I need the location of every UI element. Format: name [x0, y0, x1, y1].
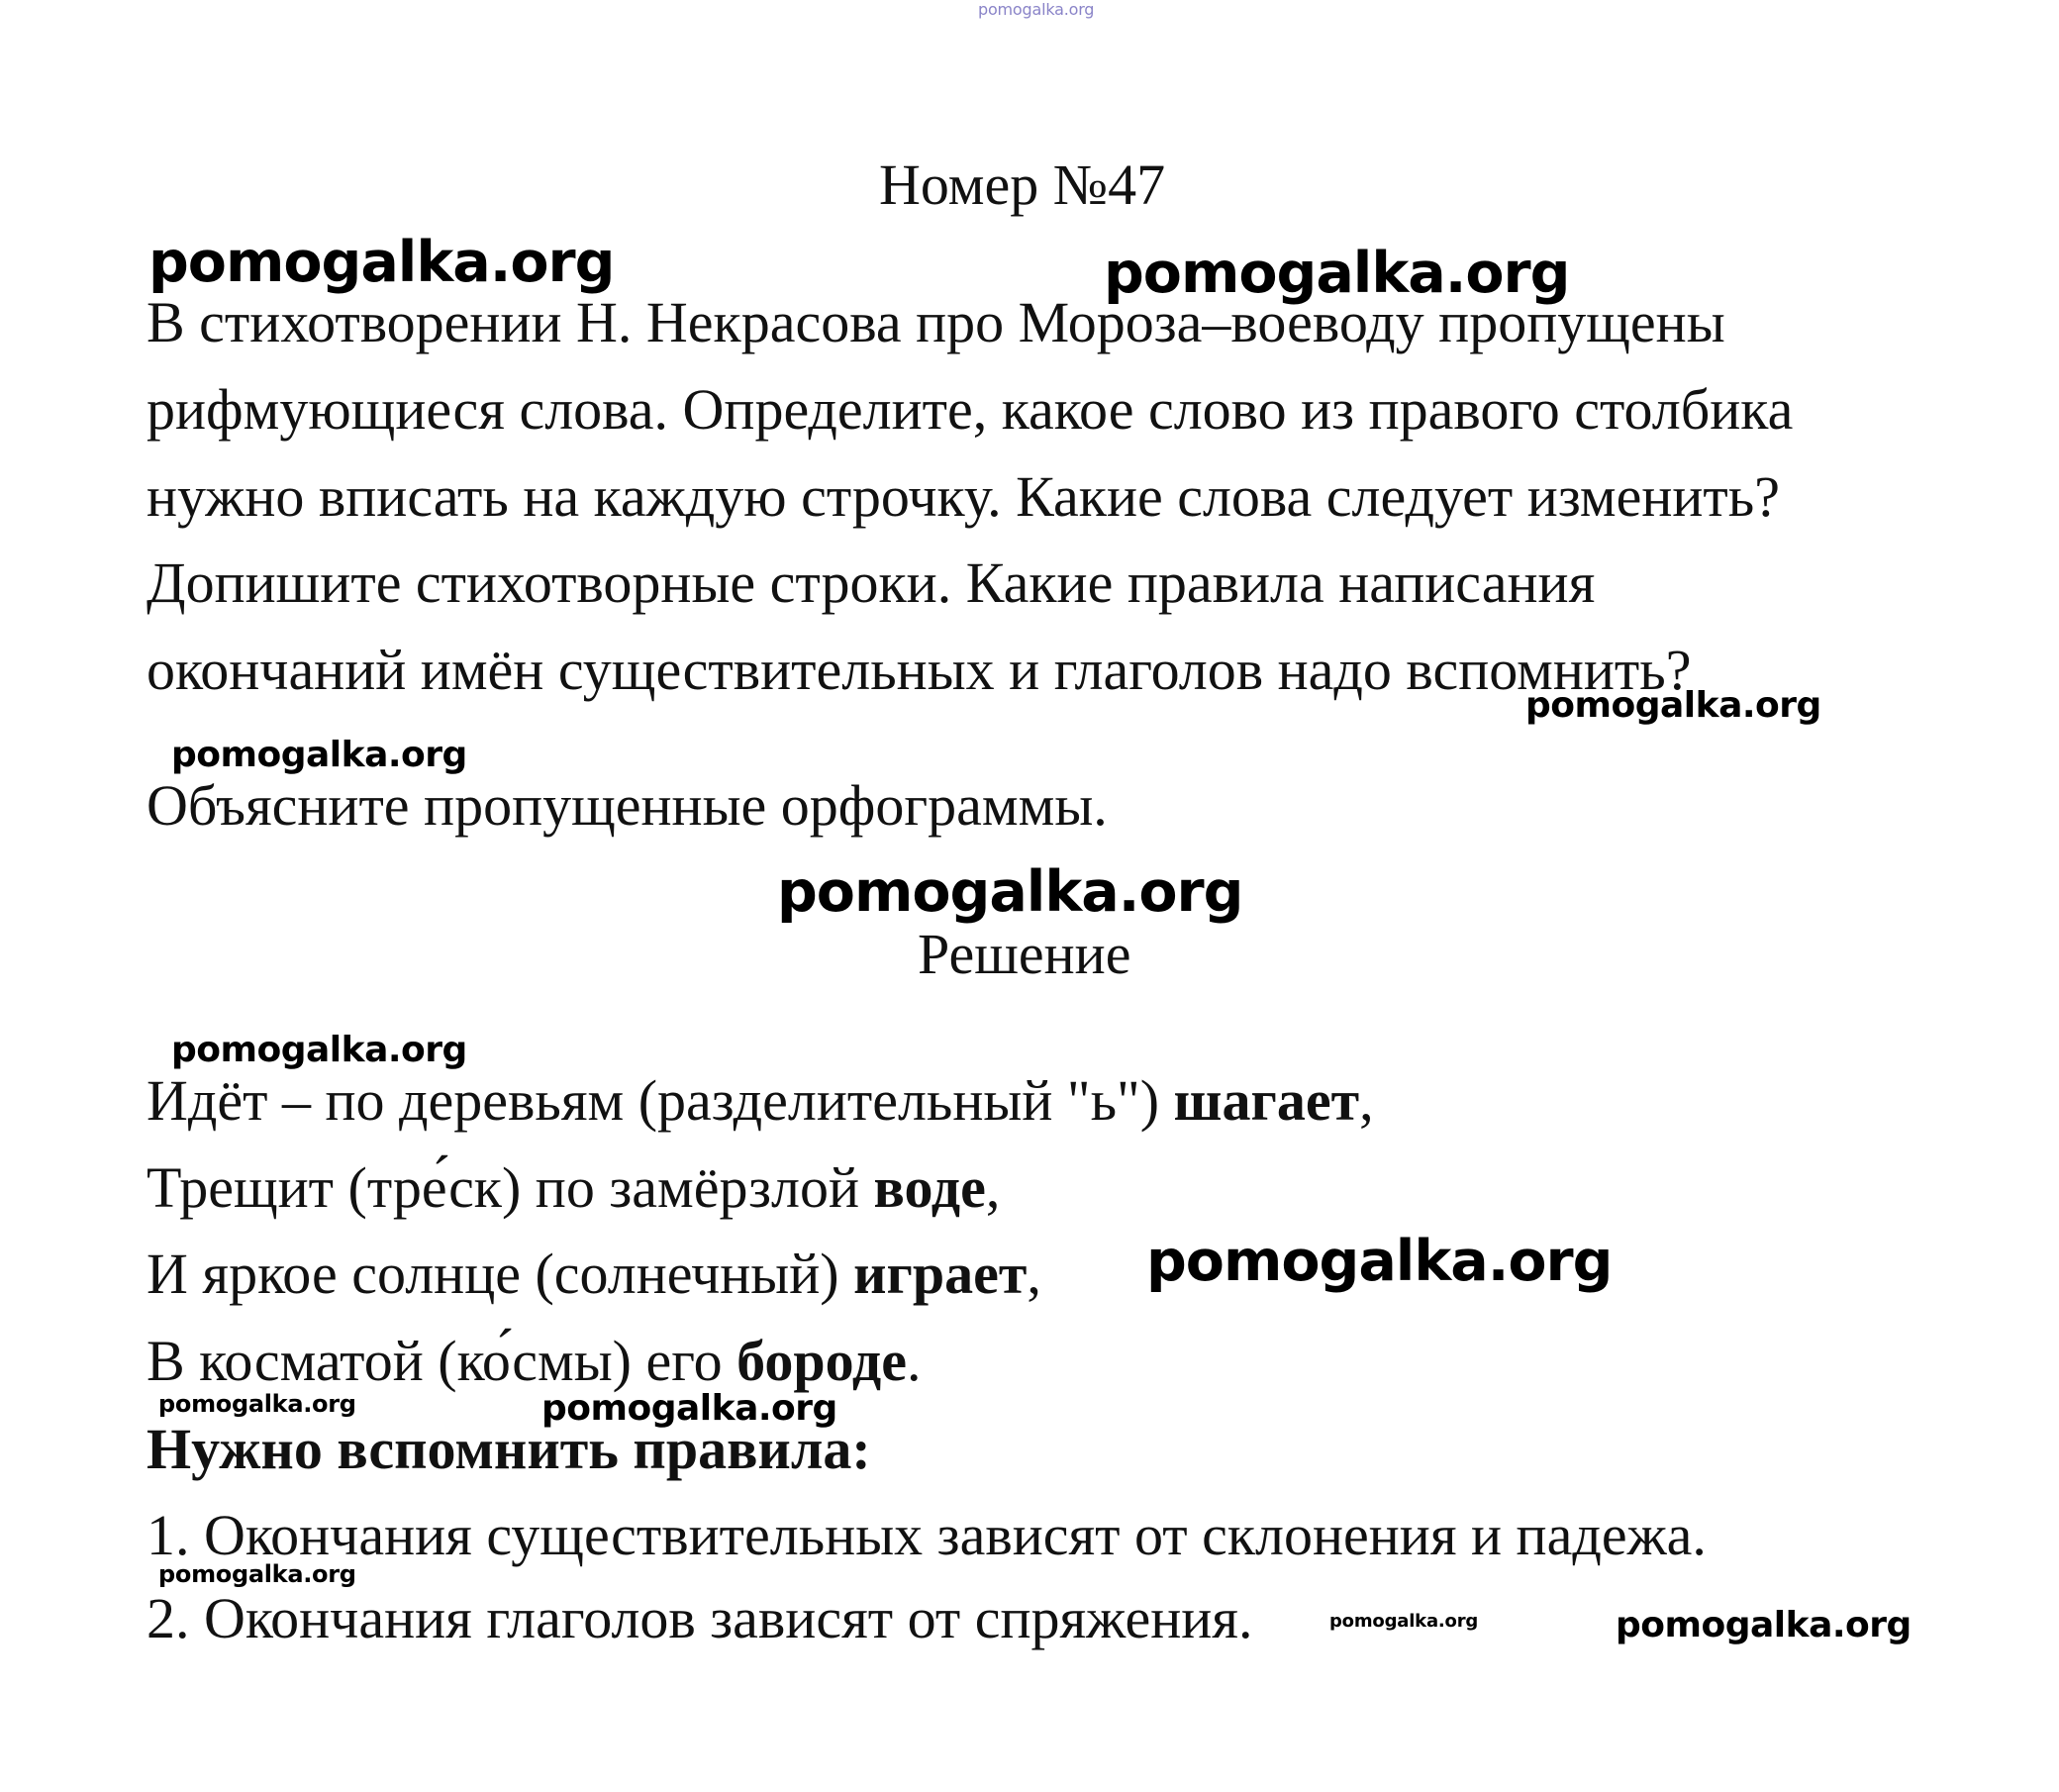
- answer-word: шагает: [1173, 1068, 1360, 1133]
- task-line: рифмующиеся слова. Определите, какое слово из правого столбика: [147, 377, 1794, 442]
- watermark: pomogalka.org: [1525, 685, 1821, 726]
- answer-word: воде: [873, 1155, 986, 1220]
- rule-item: 1. Окончания существительных зависят от склонения и падежа.: [147, 1503, 1707, 1567]
- watermark: pomogalka.org: [158, 1390, 356, 1418]
- rules-heading: Нужно вспомнить правила:: [147, 1417, 871, 1481]
- rule-item: 2. Окончания глаголов зависят от спряжения.: [147, 1586, 1253, 1650]
- task-line: Допишите стихотворные строки. Какие правила написания: [147, 550, 1596, 615]
- answer-word: играет: [853, 1242, 1028, 1306]
- watermark: pomogalka.org: [777, 859, 1243, 925]
- watermark: pomogalka.org: [1616, 1605, 1912, 1645]
- watermark: pomogalka.org: [171, 1030, 467, 1070]
- page-title: Номер №47: [879, 152, 1166, 217]
- poem-line: В косматой (ко́смы) его бороде.: [147, 1329, 922, 1393]
- task-line: В стихотворении Н. Некрасова про Мороза–воеводу пропущены: [147, 290, 1725, 354]
- watermark: pomogalka.org: [158, 1560, 356, 1588]
- watermark: pomogalka.org: [1329, 1611, 1479, 1632]
- watermark: pomogalka.org: [171, 735, 467, 775]
- watermark: pomogalka.org: [148, 230, 615, 295]
- task-line: окончаний имён существительных и глаголов надо вспомнить?: [147, 638, 1692, 702]
- watermark: pomogalka.org: [541, 1388, 837, 1429]
- watermark-top: pomogalka.org: [978, 0, 1095, 19]
- poem-line: И яркое солнце (солнечный) играет,: [147, 1242, 1041, 1306]
- watermark: pomogalka.org: [1146, 1229, 1613, 1294]
- watermark: pomogalka.org: [1104, 241, 1570, 306]
- task-line: нужно вписать на каждую строчку. Какие слова следует изменить?: [147, 464, 1780, 529]
- task-extra: Объясните пропущенные орфограммы.: [147, 773, 1108, 838]
- answer-word: бороде: [736, 1329, 907, 1393]
- solution-heading: Решение: [918, 922, 1131, 986]
- poem-line: Идёт – по деревьям (разделительный "ь") шагает,: [147, 1068, 1374, 1133]
- poem-line: Трещит (тре́ск) по замёрзлой воде,: [147, 1155, 1001, 1220]
